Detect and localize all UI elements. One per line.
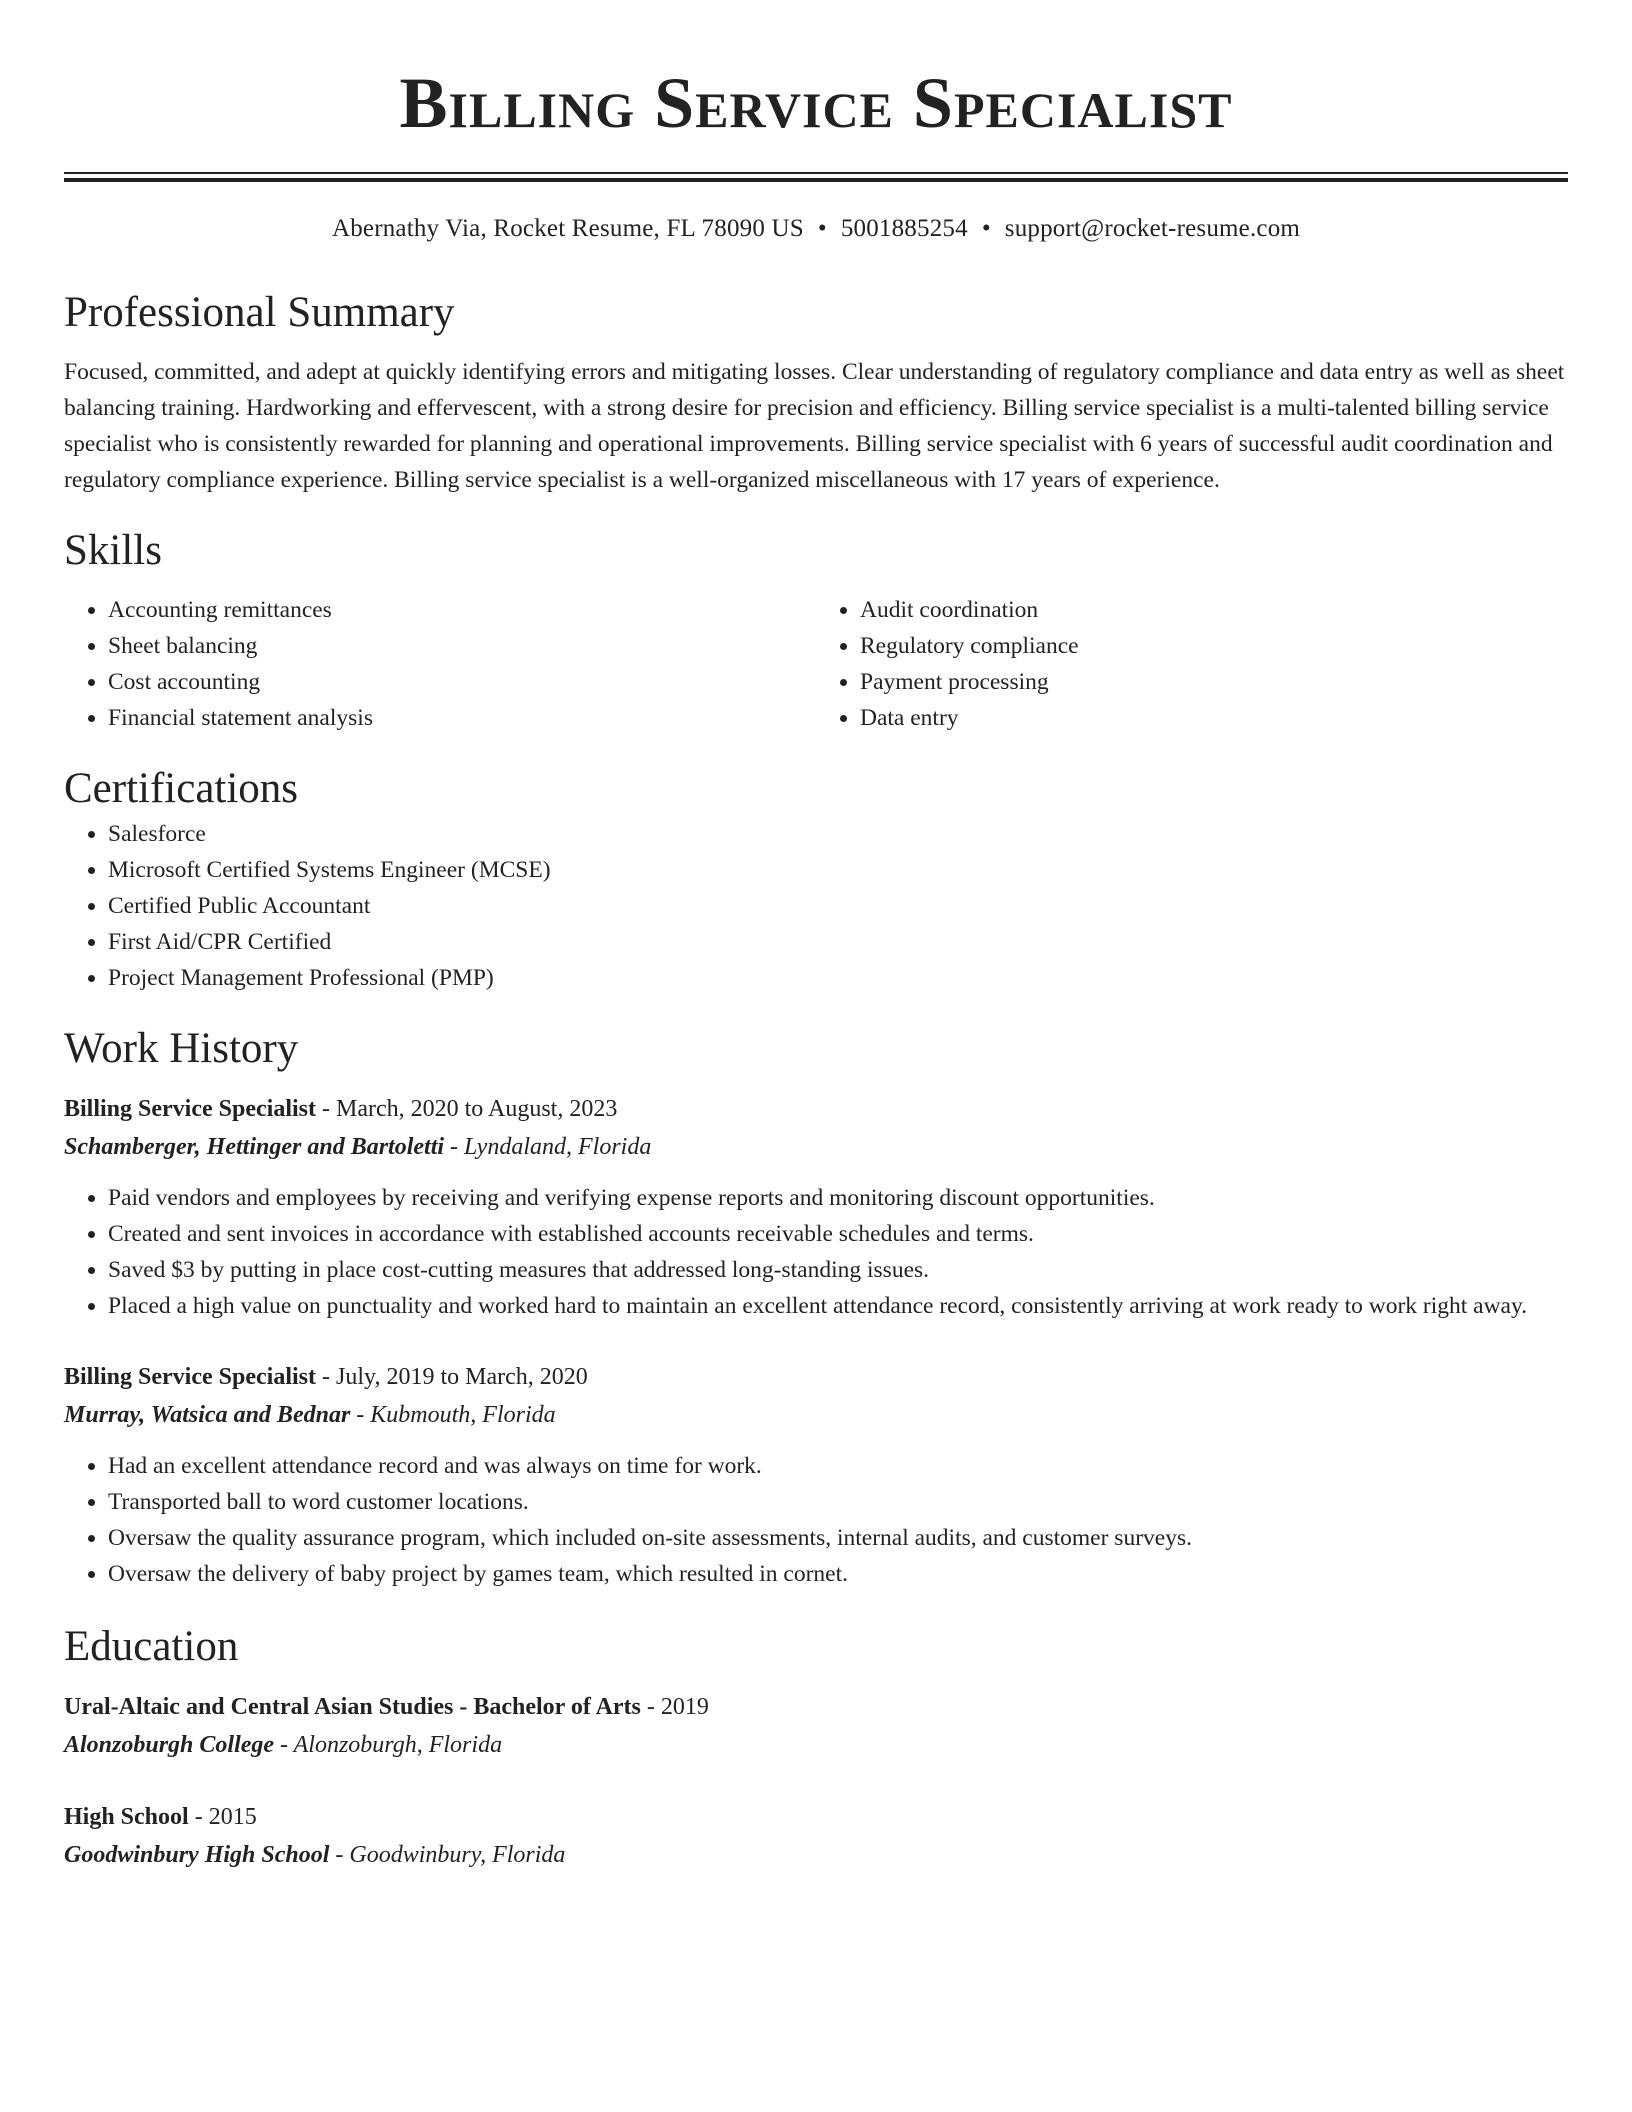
job-company-line: Schamberger, Hettinger and Bartoletti - Lyndaland, Florida	[64, 1134, 652, 1160]
education-degree: Ural-Altaic and Central Asian Studies - Bachelor of Arts	[64, 1694, 641, 1720]
skill-item: • Audit coordination	[860, 592, 1568, 628]
education-heading: Education	[64, 1623, 239, 1670]
job-role-line: Billing Service Specialist - March, 2020 to August, 2023	[64, 1096, 618, 1122]
contact-separator: •	[981, 215, 991, 242]
title-divider	[64, 172, 1568, 182]
education-degree-line: Ural-Altaic and Central Asian Studies - Bachelor of Arts - 2019	[64, 1694, 709, 1720]
job-duty: • Created and sent invoices in accordance with established accounts receivable schedules and terms.	[108, 1216, 1568, 1252]
education-year: 2019	[660, 1694, 709, 1720]
job-company: Murray, Watsica and Bednar	[64, 1402, 351, 1428]
summary-heading: Professional Summary	[64, 289, 455, 336]
skill-item: • Financial statement analysis	[108, 700, 816, 736]
skill-item: • Cost accounting	[108, 664, 816, 700]
certification-item: • Microsoft Certified Systems Engineer (MCSE)	[108, 852, 1568, 888]
job-duty: • Placed a high value on punctuality and worked hard to maintain an excellent attendance record, consistently arriving at work ready to work right away.	[108, 1288, 1568, 1324]
skill-item: • Regulatory compliance	[860, 628, 1568, 664]
skill-item: • Accounting remittances	[108, 592, 816, 628]
education-degree-line: High School - 2015	[64, 1804, 257, 1830]
education-degree: High School	[64, 1804, 189, 1830]
contact-email: support@rocket-resume.com	[1004, 215, 1301, 242]
education-school: Goodwinbury High School	[64, 1842, 330, 1868]
job-role: Billing Service Specialist	[64, 1096, 316, 1122]
skills-heading: Skills	[64, 527, 162, 574]
job-duty: • Had an excellent attendance record and was always on time for work.	[108, 1448, 1568, 1484]
certification-item: • First Aid/CPR Certified	[108, 924, 1568, 960]
job-location: Lyndaland, Florida	[464, 1134, 652, 1160]
job-entry	[64, 1358, 1568, 1592]
certification-item: • Project Management Professional (PMP)	[108, 960, 1568, 996]
certification-item: • Certified Public Accountant	[108, 888, 1568, 924]
education-entry	[64, 1688, 1568, 1764]
job-role: Billing Service Specialist	[64, 1364, 316, 1390]
skills-columns	[64, 592, 1568, 736]
skills-list-right	[816, 592, 1568, 736]
job-duty: • Oversaw the quality assurance program, which included on-site assessments, internal audits, and customer surveys.	[108, 1520, 1568, 1556]
education-year: 2015	[208, 1804, 257, 1830]
job-entry	[64, 1090, 1568, 1324]
skill-item: • Data entry	[860, 700, 1568, 736]
job-duty: • Transported ball to word customer locations.	[108, 1484, 1568, 1520]
education-school: Alonzoburgh College	[64, 1732, 275, 1758]
job-role-line: Billing Service Specialist - July, 2019 to March, 2020	[64, 1364, 588, 1390]
job-dates: July, 2019 to March, 2020	[336, 1364, 588, 1390]
job-location: Kubmouth, Florida	[370, 1402, 556, 1428]
education-location: Goodwinbury, Florida	[349, 1842, 566, 1868]
job-dates: March, 2020 to August, 2023	[336, 1096, 618, 1122]
contact-line	[64, 212, 1568, 246]
contact-phone: 5001885254	[840, 215, 968, 242]
contact-address: Abernathy Via, Rocket Resume, FL 78090 US	[331, 215, 804, 242]
skill-item: • Sheet balancing	[108, 628, 816, 664]
certification-item: • Salesforce	[108, 816, 1568, 852]
job-duty: • Oversaw the delivery of baby project by games team, which resulted in cornet.	[108, 1556, 1568, 1592]
education-school-line: Alonzoburgh College - Alonzoburgh, Florida	[64, 1732, 503, 1758]
certifications-list	[64, 816, 1568, 996]
resume-title: Billing Service Specialist	[399, 63, 1233, 143]
job-company-line: Murray, Watsica and Bednar - Kubmouth, Florida	[64, 1402, 556, 1428]
skill-item: • Payment processing	[860, 664, 1568, 700]
contact-separator: •	[817, 215, 827, 242]
education-entry	[64, 1798, 1568, 1874]
education-location: Alonzoburgh, Florida	[293, 1732, 503, 1758]
work-history-heading: Work History	[64, 1025, 299, 1072]
job-duties-list	[64, 1448, 1568, 1592]
job-company: Schamberger, Hettinger and Bartoletti	[64, 1134, 445, 1160]
job-duty: • Saved $3 by putting in place cost-cutting measures that addressed long-standing issues.	[108, 1252, 1568, 1288]
job-duty: • Paid vendors and employees by receiving and verifying expense reports and monitoring discount opportunities.	[108, 1180, 1568, 1216]
education-school-line: Goodwinbury High School - Goodwinbury, Florida	[64, 1842, 566, 1868]
certifications-heading: Certifications	[64, 765, 299, 812]
skills-list-left	[64, 592, 816, 736]
job-duties-list	[64, 1180, 1568, 1324]
summary-text: Focused, committed, and adept at quickly identifying errors and mitigating losses. Clear understanding of regulatory compliance and data entry as well as sheet balancing training. Hardworking and effervescent, with a strong desire for precision and efficiency. Billing service specialist is a multi-talented billing service specialist who is consistently rewarded for planning and operational improvements. Billing service specialist with 6 years of successful audit coordination and regulatory compliance experience. Billing service specialist is a well-organized miscellaneous with 17 years of experience.	[64, 359, 1565, 493]
